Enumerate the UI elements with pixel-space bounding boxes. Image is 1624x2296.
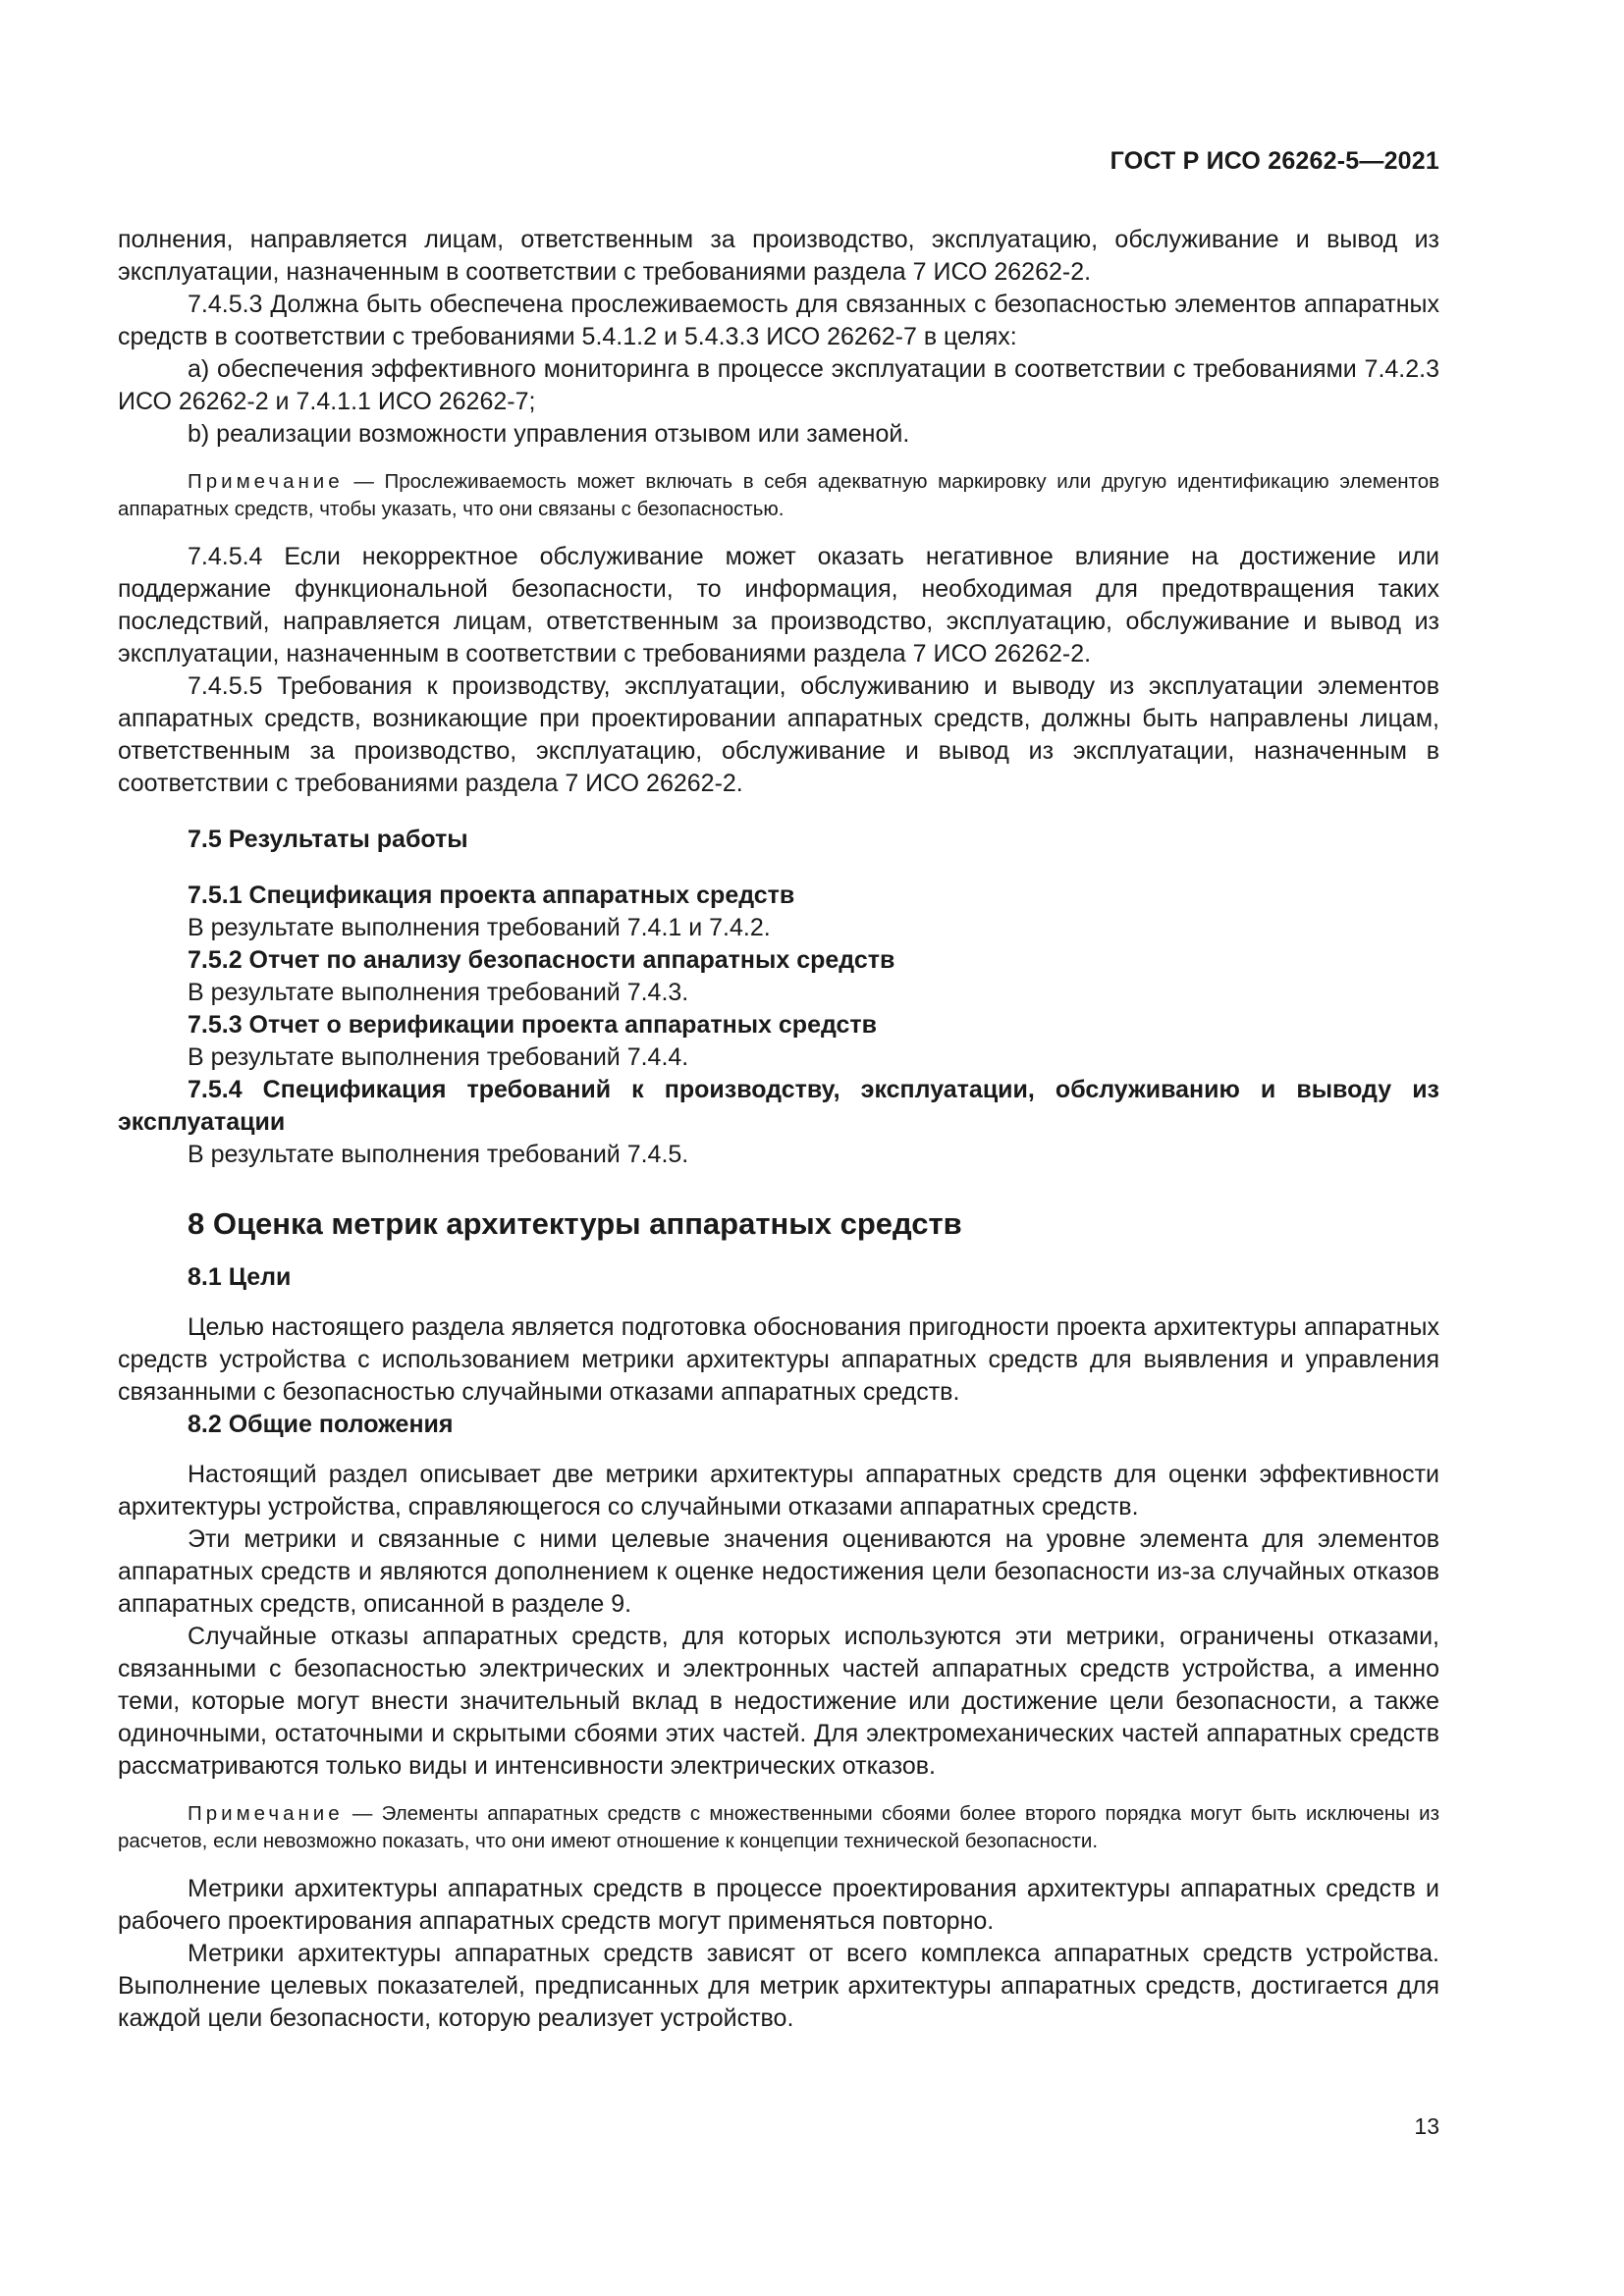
note-label: Примечание	[188, 470, 344, 493]
section-heading-7-5-3: 7.5.3 Отчет о верификации проекта аппаратных средств	[188, 1011, 878, 1039]
note-text: — Элементы аппаратных средств с множественными сбоями более второго порядка могут быть исключены из расчетов, если невозможно показать, что они имеют отношение к концепции технической безопасности.	[118, 1802, 1439, 1852]
note-text: — Прослеживаемость может включать в себя адекватную маркировку или другую идентификацию элементов аппаратных средств, чтобы указать, что они связаны с безопасностью.	[118, 470, 1439, 520]
paragraph-7-4-5-4: 7.4.5.4 Если некорректное обслуживание может оказать негативное влияние на достижение или поддержание функциональной безопасности, то информация, необходимая для предотвращения таких последствий, направляется лицам, ответственным за производство, эксплуатацию, обслуживание и вывод из эксплуатации, назначенным в соответствии с требованиями раздела 7 ИСО 26262-2.	[118, 543, 1439, 667]
list-item-a: a) обеспечения эффективного мониторинга в процессе эксплуатации в соответствии с требованиями 7.4.2.3 ИСО 26262-2 и 7.4.1.1 ИСО 26262-7;	[118, 355, 1439, 415]
paragraph-7-4-5-5: 7.4.5.5 Требования к производству, эксплуатации, обслуживанию и выводу из эксплуатации элементов аппаратных средств, возникающие при проектировании аппаратных средств, должны быть направлены лицам, ответственным за производство, эксплуатацию, обслуживание и вывод из эксплуатации, назначенным в соответствии с требованиями раздела 7 ИСО 26262-2.	[118, 672, 1439, 797]
section-heading-8-2: 8.2 Общие положения	[188, 1411, 454, 1438]
paragraph-7-5-1: В результате выполнения требований 7.4.1 и 7.4.2.	[188, 914, 771, 941]
section-heading-8-1: 8.1 Цели	[188, 1263, 292, 1291]
note-label: Примечание	[188, 1802, 344, 1825]
paragraph-8-2-a: Настоящий раздел описывает две метрики архитектуры аппаратных средств для оценки эффективности архитектуры устройства, справляющегося со случайными отказами аппаратных средств.	[118, 1461, 1439, 1521]
note-2	[118, 1800, 1439, 1855]
paragraph-7-5-2: В результате выполнения требований 7.4.3.	[188, 979, 689, 1006]
paragraph-7-5-3: В результате выполнения требований 7.4.4.	[188, 1043, 689, 1071]
section-heading-7-5: 7.5 Результаты работы	[188, 826, 468, 853]
paragraph-7-5-4: В результате выполнения требований 7.4.5.	[188, 1141, 689, 1168]
list-item-b: b) реализации возможности управления отзывом или заменой.	[188, 420, 910, 448]
document-body	[118, 224, 1439, 2035]
section-heading-7-5-2: 7.5.2 Отчет по анализу безопасности аппаратных средств	[188, 946, 895, 974]
paragraph-8-2-d: Метрики архитектуры аппаратных средств в процессе проектирования архитектуры аппаратных средств и рабочего проектирования аппаратных средств могут применяться повторно.	[118, 1875, 1439, 1935]
section-heading-8: 8 Оценка метрик архитектуры аппаратных средств	[188, 1206, 962, 1241]
paragraph-7-4-5-3: 7.4.5.3 Должна быть обеспечена прослеживаемость для связанных с безопасностью элементов аппаратных средств в соответствии с требованиями 5.4.1.2 и 5.4.3.3 ИСО 26262-7 в целях:	[118, 291, 1439, 350]
section-heading-7-5-1: 7.5.1 Спецификация проекта аппаратных средств	[188, 881, 795, 909]
paragraph-continuation: полнения, направляется лицам, ответственным за производство, эксплуатацию, обслуживание и вывод из эксплуатации, назначенным в соответствии с требованиями раздела 7 ИСО 26262-2.	[118, 226, 1439, 286]
note-1	[118, 468, 1439, 523]
paragraph-8-1: Целью настоящего раздела является подготовка обоснования пригодности проекта архитектуры аппаратных средств устройства с использованием метрики архитектуры аппаратных средств для выявления и управления связанными с безопасностью случайными отказами аппаратных средств.	[118, 1313, 1439, 1406]
paragraph-8-2-e: Метрики архитектуры аппаратных средств зависят от всего комплекса аппаратных средств устройства. Выполнение целевых показателей, предписанных для метрик архитектуры аппаратных средств, достигается для каждой цели безопасности, которую реализует устройство.	[118, 1940, 1439, 2032]
paragraph-8-2-c: Случайные отказы аппаратных средств, для которых используются эти метрики, ограничены отказами, связанными с безопасностью электрических и электронных частей аппаратных средств устройства, а именно теми, которые могут внести значительный вклад в недостижение или достижение цели безопасности, а также одиночными, остаточными и скрытыми сбоями этих частей. Для электромеханических частей аппаратных средств рассматриваются только виды и интенсивности электрических отказов.	[118, 1623, 1439, 1780]
section-heading-7-5-4: 7.5.4 Спецификация требований к производству, эксплуатации, обслуживанию и выводу из эксплуатации	[118, 1076, 1439, 1136]
document-header: ГОСТ Р ИСО 26262-5—2021	[1110, 147, 1439, 175]
paragraph-8-2-b: Эти метрики и связанные с ними целевые значения оцениваются на уровне элемента для элементов аппаратных средств и являются дополнением к оценке недостижения цели безопасности из-за случайных отказов аппаратных средств, описанной в разделе 9.	[118, 1525, 1439, 1618]
page-number: 13	[1414, 2113, 1439, 2139]
